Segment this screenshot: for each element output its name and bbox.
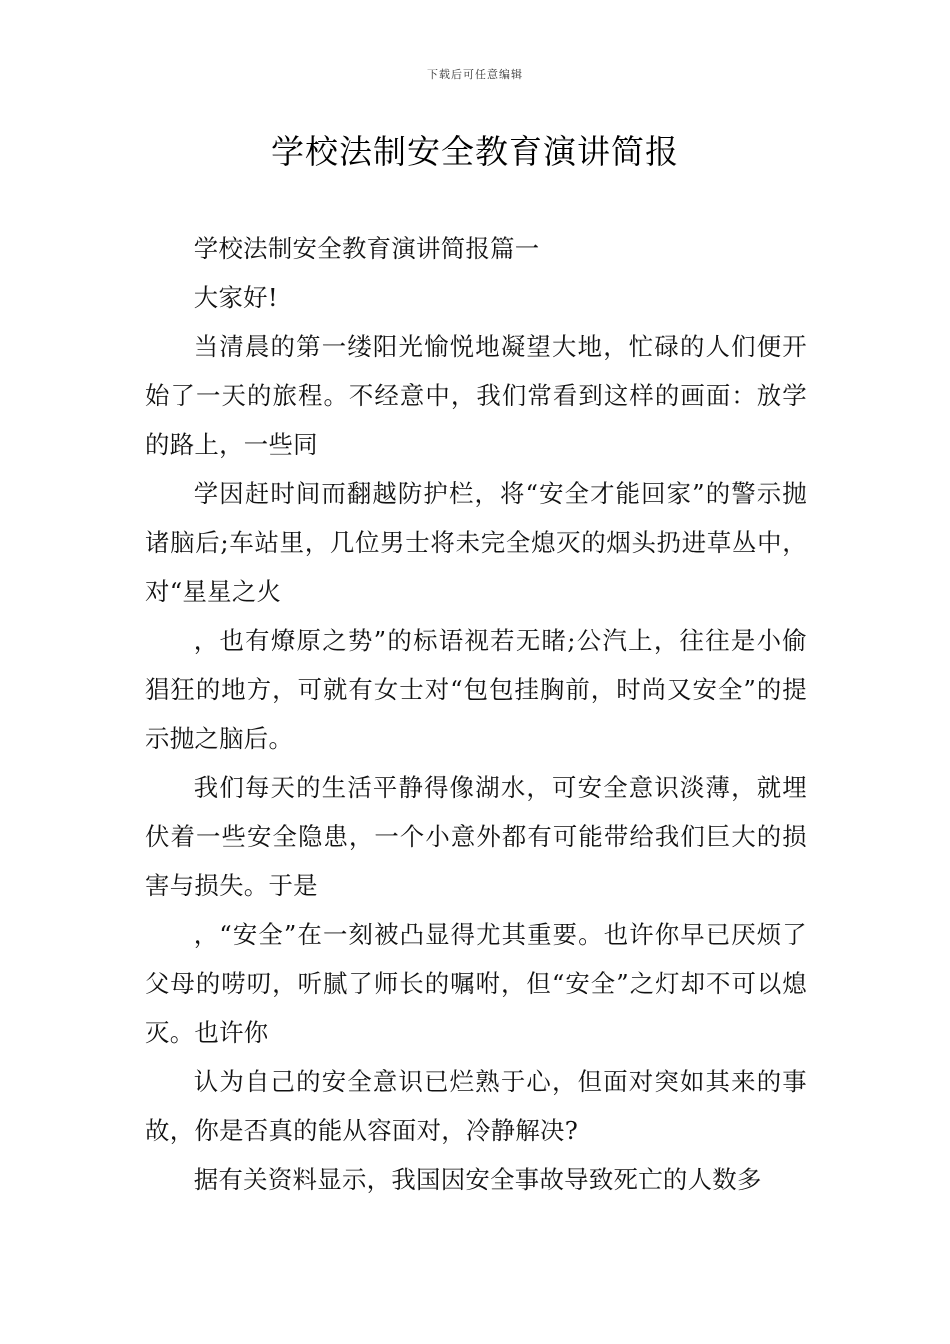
header-note: 下载后可任意编辑 <box>427 68 523 81</box>
paragraph: 我们每天的生活平静得像湖水，可安全意识淡薄，就埋伏着一些安全隐患，一个小意外都有可能带给我们巨大的损害与损失。于是 <box>145 773 807 900</box>
paragraph: ，也有燎原之势”的标语视若无睹;公汽上，往往是小偷猖狂的地方，可就有女士对“包包挂胸前，时尚又安全”的提示抛之脑后。 <box>145 626 807 753</box>
paragraph: 当清晨的第一缕阳光愉悦地凝望大地，忙碌的人们便开始了一天的旅程。不经意中，我们常看到这样的画面：放学的路上，一些同 <box>145 332 807 459</box>
paragraph-section-heading: 学校法制安全教育演讲简报篇一 <box>193 234 540 263</box>
paragraph: ，“安全”在一刻被凸显得尤其重要。也许你早已厌烦了父母的唠叨，听腻了师长的嘱咐，但“安全”之灯却不可以熄灭。也许你 <box>145 920 807 1047</box>
document-body <box>145 224 807 1204</box>
paragraph: 认为自己的安全意识已烂熟于心，但面对突如其来的事故，你是否真的能从容面对，冷静解决? <box>145 1067 807 1145</box>
paragraph: 据有关资料显示，我国因安全事故导致死亡的人数多 <box>193 1165 762 1194</box>
paragraph-greeting: 大家好! <box>193 283 278 312</box>
paragraph: 学因赶时间而翻越防护栏，将“安全才能回家”的警示抛诸脑后;车站里，几位男士将未完全熄灭的烟头扔进草丛中，对“星星之火 <box>145 479 807 606</box>
document-title: 学校法制安全教育演讲简报 <box>271 132 679 171</box>
